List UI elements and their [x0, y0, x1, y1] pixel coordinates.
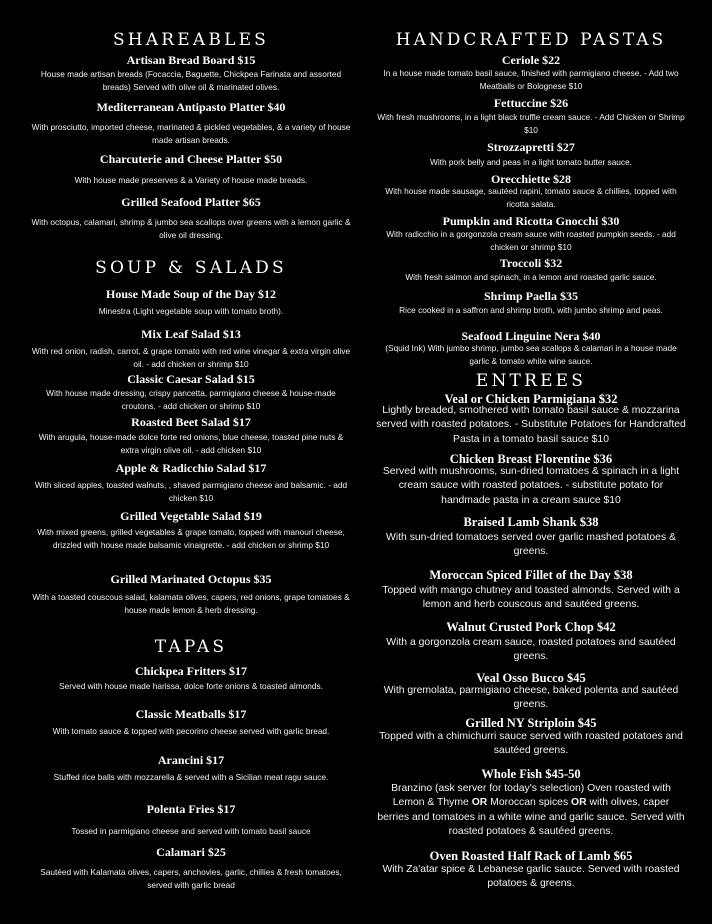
- menu-item-desc: With gremolata, parmigiano cheese, baked polenta and sautéed greens.: [383, 685, 679, 711]
- menu-item-desc: With house made dressing, crispy pancetta, parmigiano cheese & house-made croutons. - add chicken or shrimp $10: [46, 388, 336, 411]
- menu-item-name: Calamari $25: [156, 845, 226, 859]
- menu-item-name: Shrimp Paella $35: [483, 289, 578, 303]
- menu-item-desc: With a gorgonzola cream sauce, roasted potatoes and sautéed greens.: [386, 637, 676, 663]
- menu-item-name: Artisan Bread Board $15: [126, 53, 256, 67]
- menu-item-name: Oven Roasted Half Rack of Lamb $65: [429, 849, 633, 863]
- menu-item-name: Chicken Breast Florentine $36: [449, 452, 613, 466]
- menu-item-desc: House made artisan breads (Focaccia, Baguette, Chickpea Farinata and assorted breads) Served with olive oil & marinated olives.: [40, 69, 342, 92]
- menu-item-desc: With house made sausage, sautéed rapini, tomato sauce & chillies, topped with ricotta salata.: [385, 186, 677, 209]
- menu-item-desc: With octopus, calamari, shrimp & jumbo sea scallops over greens with a lemon garlic & olive oil dressing.: [31, 217, 351, 240]
- menu-item-desc: With prosciutto, imported cheese, marinated & pickled vegetables, & a variety of house made artisan breads.: [31, 122, 351, 145]
- menu-item-desc: In a house made tomato basil sauce, finished with parmigiano cheese. - Add two Meatballs or Bolognese $10: [383, 68, 679, 91]
- menu-item-desc: Sautéed with Kalamata olives, capers, anchovies, garlic, chillies & fresh tomatoes, served with garlic bread: [40, 867, 342, 890]
- menu-item-name: Grilled NY Striploin $45: [465, 716, 597, 730]
- menu-item-name: Grilled Marinated Octopus $35: [110, 572, 272, 586]
- menu-item-desc: With fresh mushrooms, in a light black truffle cream sauce. - Add Chicken or Shrimp $10: [377, 112, 685, 135]
- menu-item-name: Chickpea Fritters $17: [135, 664, 247, 678]
- menu-item-desc: With pork belly and peas in a light tomato butter sauce.: [429, 157, 632, 167]
- menu-item-name: Charcuterie and Cheese Platter $50: [99, 152, 283, 166]
- shareables-heading: SHAREABLES: [112, 30, 270, 50]
- menu-item-desc: Topped with a chimichurri sauce served with roasted potatoes and sautéed greens.: [379, 731, 683, 757]
- menu-item-name: Strozzapretti $27: [487, 140, 575, 154]
- or-emphasis: OR: [571, 797, 587, 809]
- menu-item-desc: [376, 782, 686, 840]
- menu-item-name: Classic Meatballs $17: [135, 707, 247, 721]
- soup-salads-heading: SOUP & SALADS: [95, 258, 287, 278]
- menu-item-name: Grilled Vegetable Salad $19: [120, 509, 262, 523]
- menu-item-name: Veal or Chicken Parmigiana $32: [444, 392, 618, 406]
- menu-item-name: Grilled Seafood Platter $65: [121, 195, 261, 209]
- menu-item-name: Apple & Radicchio Salad $17: [115, 461, 267, 475]
- desc-part: Moroccan spices: [487, 797, 572, 809]
- menu-item-name: Veal Osso Bucco $45: [476, 671, 586, 685]
- menu-item-desc: Rice cooked in a saffron and shrimp broth, with jumbo shrimp and peas.: [399, 305, 663, 315]
- menu-item-desc: With house made preserves & a Variety of house made breads.: [74, 175, 308, 185]
- pastas-heading: HANDCRAFTED PASTAS: [395, 30, 667, 50]
- menu-item-desc: Served with house made harissa, dolce forte onions & toasted almonds.: [59, 681, 323, 691]
- menu-item-name: House Made Soup of the Day $12: [105, 287, 276, 301]
- menu-item-desc: With sun-dried tomatoes served over garlic mashed potatoes & greens.: [386, 532, 676, 558]
- menu-item-name: Whole Fish $45-50: [481, 767, 581, 781]
- menu-item-name: Polenta Fries $17: [146, 802, 236, 816]
- menu-item-desc: Tossed in parmigiano cheese and served with tomato basil sauce: [71, 826, 311, 836]
- menu-item-name: Walnut Crusted Pork Chop $42: [446, 620, 616, 634]
- desc-part: with olives, caper berries and tomatoes in a white wine and garlic sauce. Served with roasted potatoes & sautéed greens.: [377, 797, 685, 838]
- menu-item-desc: Stuffed rice balls with mozzarella & served with a Sicilian meat ragu sauce.: [53, 772, 329, 782]
- tapas-heading: TAPAS: [154, 637, 228, 657]
- entrees-heading: ENTREES: [475, 371, 587, 391]
- menu-item-desc: With tomato sauce & topped with pecorino cheese served with garlic bread.: [52, 726, 330, 736]
- menu-item-desc: Minestra (Light vegetable soup with tomato broth).: [98, 306, 284, 316]
- menu-item-desc: Topped with mango chutney and toasted almonds. Served with a lemon and herb couscous and sautéed greens.: [382, 585, 680, 611]
- menu-item-desc: With arugula, house-made dolce forte red onions, blue cheese, toasted pine nuts & extra virgin olive oil. - add chicken $10: [38, 432, 344, 455]
- menu-item-name: Moroccan Spiced Fillet of the Day $38: [429, 568, 633, 582]
- menu-item-name: Pumpkin and Ricotta Gnocchi $30: [442, 214, 620, 228]
- menu-item-name: Seafood Linguine Nera $40: [461, 329, 601, 343]
- menu-item-name: Braised Lamb Shank $38: [463, 515, 599, 529]
- menu-item-desc: Served with mushrooms, sun-dried tomatoes & spinach in a light cream sauce with roasted potatoes. - substitute potato for handmade pasta in a cream sauce $10: [382, 466, 680, 506]
- menu-item-desc: With sliced apples, toasted walnuts, , shaved parmigiano cheese and balsamic. - add chicken $10: [34, 480, 348, 503]
- menu-item-name: Ceriole $22: [501, 53, 561, 67]
- or-emphasis: OR: [471, 797, 488, 809]
- menu-item-desc: With a toasted couscous salad, kalamata olives, capers, red onions, grape tomatoes & house made lemon & herb dressing.: [32, 592, 350, 615]
- menu-item-name: Mix Leaf Salad $13: [141, 327, 241, 341]
- menu-item-name: Orecchiette $28: [490, 172, 572, 186]
- menu-item-name: Mediterranean Antipasto Platter $40: [96, 100, 286, 114]
- menu-item-desc: (Squid Ink) With jumbo shrimp, jumbo sea scallops & calamari in a house made garlic & tomato white wine sauce.: [385, 343, 677, 366]
- desc-part: Branzino (ask server for today's selection) Oven roasted with Lemon & Thyme: [391, 783, 671, 809]
- menu-item-name: Troccoli $32: [499, 256, 563, 270]
- menu-item-name: Fettuccine $26: [493, 96, 569, 110]
- menu-item-name: Classic Caesar Salad $15: [127, 372, 255, 386]
- menu-item-desc: With fresh salmon and spinach, in a lemon and roasted garlic sauce.: [405, 272, 657, 282]
- menu-item-name: Arancini $17: [157, 753, 225, 767]
- menu-item-desc: Lightly breaded, smothered with tomato basil sauce & mozzarina served with roasted potatoes. - Substitute Potatoes for Handcrafted Pasta in a tomato basil sauce $10: [376, 405, 686, 445]
- menu-item-desc: With Za'atar spice & Lebanese garlic sauce. Served with roasted potatoes & greens.: [382, 864, 680, 890]
- menu-item-desc: With mixed greens, grilled vegetables & grape tomato, topped with manouri cheese, drizzled with house made balsamic vinaigrette. - add chicken or shrimp $10: [37, 527, 345, 550]
- menu-item-desc: With red onion, radish, carrot, & grape tomato with red wine vinegar & extra virgin olive oil. - add chicken or shrimp $10: [31, 346, 351, 369]
- menu-item-name: Roasted Beet Salad $17: [131, 415, 251, 429]
- menu-item-desc: With radicchio in a gorgonzola cream sauce with roasted pumpkin seeds. - add chicken or shrimp $10: [386, 229, 676, 252]
